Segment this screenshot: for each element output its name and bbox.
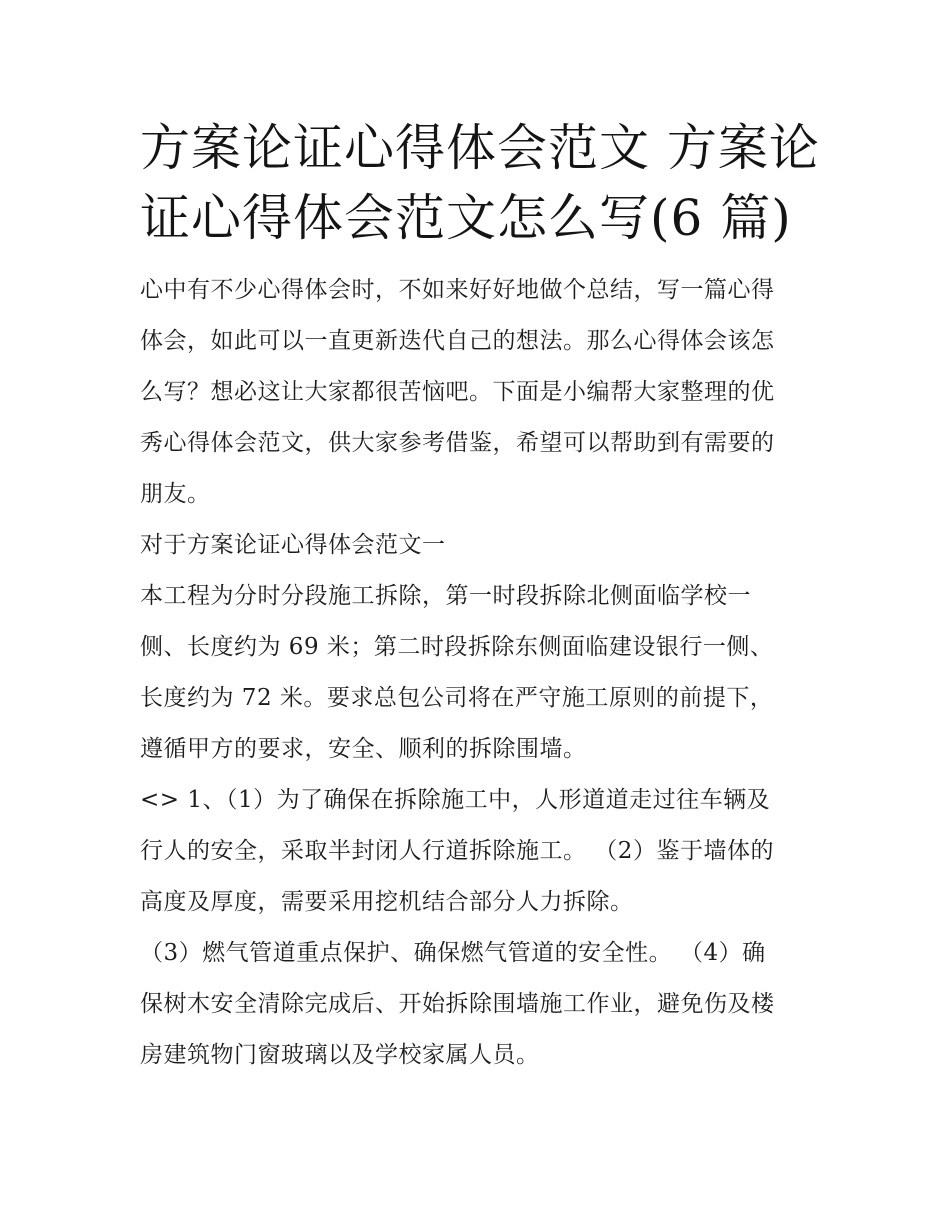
document-content: [140, 113, 820, 1081]
text-line: 秀心得体会范文，供大家参考借鉴，希望可以帮助到有需要的: [140, 430, 775, 456]
text-line: （3）燃气管道重点保护、确保燃气管道的安全性。 （4）确: [140, 940, 766, 966]
text-line: 保树木安全清除完成后、开始拆除围墙施工作业，避免伤及楼: [140, 991, 775, 1017]
title-line: 证心得体会范文怎么写(6 篇): [140, 189, 792, 247]
text-line: 体会，如此可以一直更新迭代自己的想法。那么心得体会该怎: [140, 328, 775, 354]
section-heading: [140, 520, 820, 571]
document-title: [140, 113, 820, 253]
text-line: 朋友。: [140, 481, 211, 507]
measures-paragraph-1: [140, 775, 820, 928]
text-line: <> 1、（1）为了确保在拆除施工中，人形道道走过往车辆及: [140, 787, 771, 813]
text-line: 本工程为分时分段施工拆除，第一时段拆除北侧面临学校一: [140, 583, 751, 609]
text-line: 长度约为 72 米。要求总包公司将在严守施工原则的前提下，: [140, 685, 774, 711]
text-line: 对于方案论证心得体会范文一: [140, 532, 446, 558]
text-line: 侧、长度约为 69 米；第二时段拆除东侧面临建设银行一侧、: [140, 634, 774, 660]
intro-paragraph: [140, 265, 820, 520]
text-line: 高度及厚度，需要采用挖机结合部分人力拆除。: [140, 889, 634, 915]
text-line: 遵循甲方的要求，安全、顺利的拆除围墙。: [140, 736, 587, 762]
text-line: 行人的安全，采取半封闭人行道拆除施工。 （2）鉴于墙体的: [140, 838, 774, 864]
measures-paragraph-2: [140, 928, 820, 1081]
text-line: 心中有不少心得体会时，不如来好好地做个总结，写一篇心得: [140, 277, 775, 303]
text-line: 房建筑物门窗玻璃以及学校家属人员。: [140, 1042, 540, 1068]
text-line: 么写？想必这让大家都很苦恼吧。下面是小编帮大家整理的优: [140, 379, 775, 405]
document-body: [140, 265, 820, 1081]
title-line: 方案论证心得体会范文 方案论: [140, 119, 820, 177]
project-paragraph: [140, 571, 820, 775]
